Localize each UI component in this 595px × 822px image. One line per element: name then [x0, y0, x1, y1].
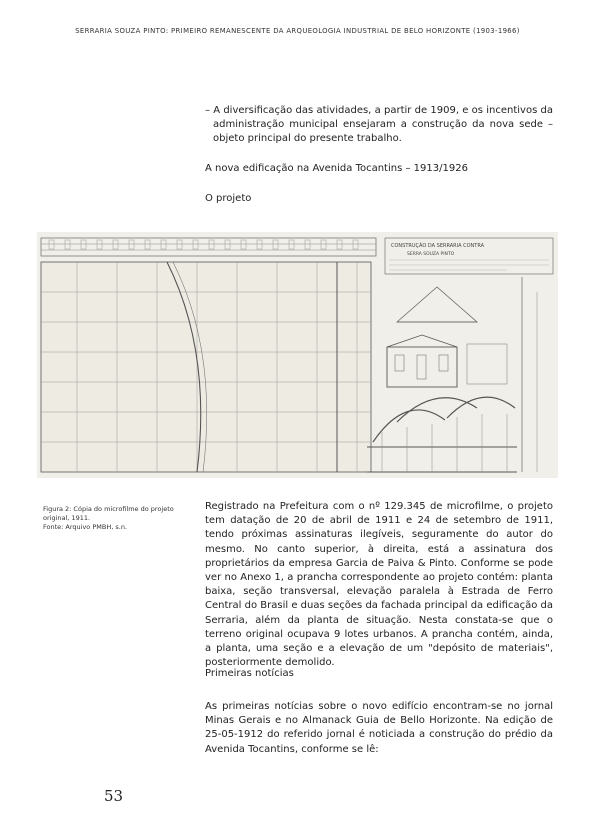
- intro-list-item: – A diversificação das atividades, a partir de 1909, e os incentivos da administração municipal ensejaram a construção da nova sede – objeto principal do presente trabalho.: [205, 105, 553, 145]
- plan-stamp-title: CONSTRUÇÃO DA SERRARIA CONTRA: [391, 243, 485, 249]
- paragraph-first-news: As primeiras notícias sobre o novo edifício encontram-se no jornal Minas Gerais e no Almanack Guia de Bello Horizonte. Na edição de 25-05-1912 do referido jornal é noticiada a construção do prédio da Avenida Tocantins, conforme se lê:: [205, 701, 553, 755]
- paragraph-registered: Registrado na Prefeitura com o nº 129.345 de microfilme, o projeto tem datação de 20 de abril de 1911 e 24 de setembro de 1911, tendo próximas assinaturas ilegíveis, seguramente do autor do mesmo. No canto superior, à direita, está a assinatura dos proprietários da empresa Garcia de Paiva & Pinto. Conforme se pode ver no Anexo 1, a prancha correspondente ao projeto contém: planta baixa, seção transversal, elevação paralela à Estrada de Ferro Central do Brasil e duas seções da fachada principal da edificação da Serraria, além da planta de situação. Nesta constata-se que o terreno original ocupava 9 lotes urbanos. A prancha contém, ainda, a planta, uma seção e a elevação de um "depósito de materiais", posteriormente demolido.: [205, 501, 553, 669]
- running-head: SERRARIA SOUZA PINTO: PRIMEIRO REMANESCENTE DA ARQUEOLOGIA INDUSTRIAL DE BELO HORIZONTE (1903-1966): [75, 27, 520, 35]
- section-heading-first-news: Primeiras notícias: [205, 668, 294, 679]
- architectural-plan-drawing: [37, 232, 558, 478]
- figure-caption-source: Fonte: Arquivo PMBH, s.n.: [43, 523, 127, 532]
- page-number: 53: [104, 787, 124, 805]
- section-heading-project: O projeto: [205, 193, 252, 204]
- section-heading-new-building: A nova edificação na Avenida Tocantins – 1913/1926: [205, 163, 468, 174]
- figure-caption: [43, 505, 183, 533]
- architectural-plan-figure: [37, 232, 558, 478]
- plan-stamp-sub: SERRA SOUZA PINTO: [407, 252, 455, 257]
- figure-caption-title: Figura 2: Cópia do microfilme do projeto original, 1911.: [43, 505, 174, 523]
